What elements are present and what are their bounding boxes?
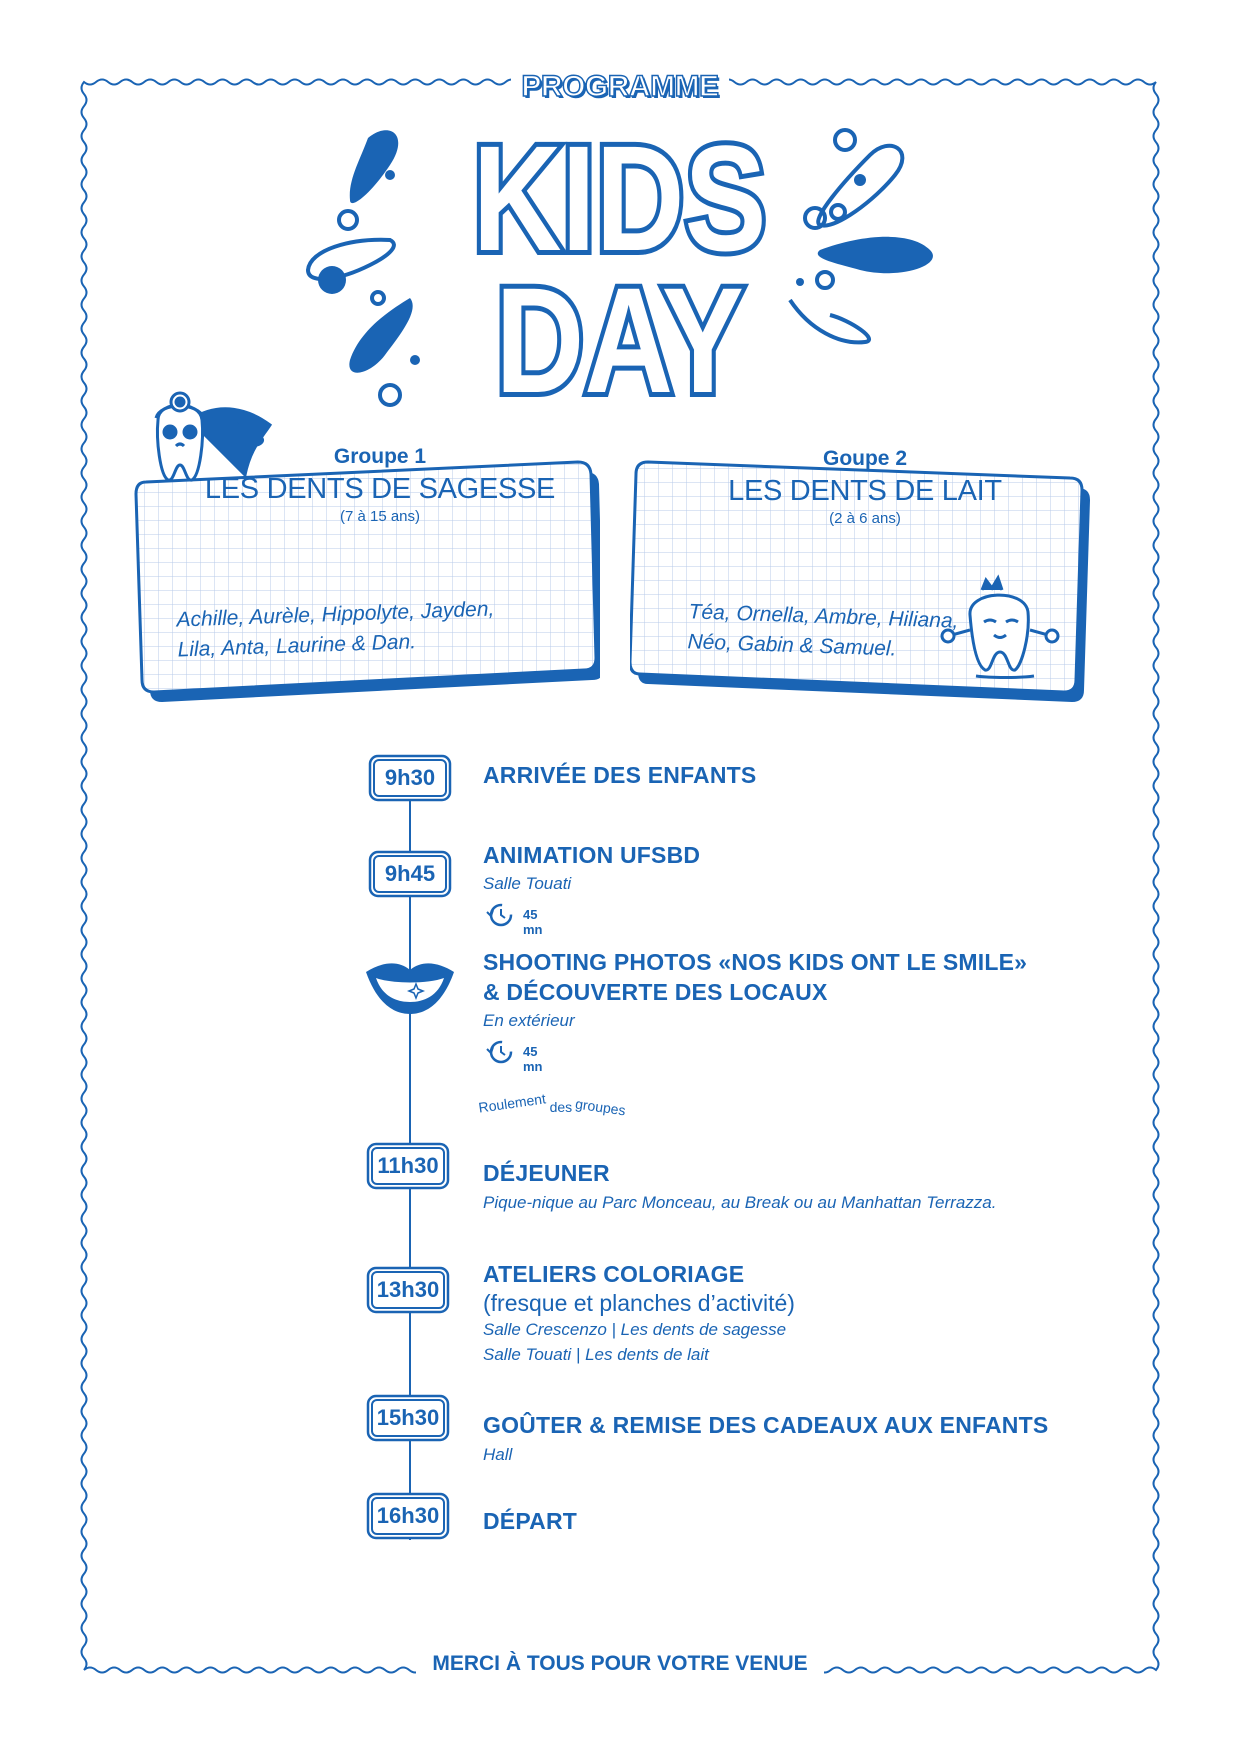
event-shooting-duration [483,1039,543,1074]
group-1-title: Groupe 1 [333,445,427,468]
time-1130: 11h30 [377,1153,439,1178]
rotation-word-2: des [549,1099,573,1115]
splash-decoration-left [308,130,420,405]
rotation-word-1: Roulement [477,1090,547,1116]
time-1330: 13h30 [376,1277,440,1302]
event-depart-title: DÉPART [483,1508,578,1534]
time-badge-1530 [366,1394,450,1442]
event-animation-location: Salle Touati [483,874,572,893]
time-1530: 15h30 [376,1405,440,1430]
event-dejeuner-location: Pique-nique au Parc Monceau, au Break ou au Manhattan Terrazza. [483,1193,997,1212]
event-gouter-location: Hall [483,1445,513,1464]
group-2-heading [680,447,1050,527]
time-badge-1130 [366,1142,450,1190]
programme-label: PROGRAMME [511,70,728,104]
header-programme [0,70,1240,104]
group-1-kids-line1: Achille, Aurèle, Hippolyte, Jayden, [176,597,495,632]
footer-thanks-text: MERCI À TOUS POUR VOTRE VENUE [416,1652,823,1676]
event-gouter-title: GOÛTER & REMISE DES CADEAUX AUX ENFANTS [483,1412,1049,1438]
rotation-word-3: groupes [574,1095,627,1119]
timer-icon [483,902,517,928]
rotation-note [477,1090,627,1119]
time-0945: 9h45 [384,861,436,886]
group-1-ages: (7 à 15 ans) [339,508,421,525]
event-ateliers-location-2: Salle Touati | Les dents de lait [483,1345,709,1364]
event-animation-title: ANIMATION UFSBD [483,842,701,868]
group-1-kids-line2: Lila, Anta, Laurine & Dan. [177,630,417,662]
kids-day-logo [290,120,950,410]
time-badge-1630 [366,1492,450,1540]
event-dejeuner-title: DÉJEUNER [483,1160,610,1186]
event-shooting-title-line1: SHOOTING PHOTOS «NOS KIDS ONT LE SMILE» [483,949,1028,975]
splash-decoration-right [790,130,933,342]
event-shooting-title-line2: & DÉCOUVERTE DES LOCAUX [483,979,828,1005]
group-2-kids [687,597,959,666]
logo-text-kids: KIDS [472,120,767,283]
group-2-title: Goupe 2 [822,447,907,470]
event-animation-duration [483,902,543,937]
group-2-name: LES DENTS DE LAIT [728,475,1002,507]
smile-lips-icon [362,958,458,1016]
event-ateliers-title: ATELIERS COLORIAGE [483,1261,745,1287]
time-badge-0945 [368,850,452,898]
group-2-kids-line1: Téa, Ornella, Ambre, Hiliana, [688,600,959,633]
time-badge-1330 [366,1266,450,1314]
duration-text: 45 mn [523,907,543,937]
event-arrivee-title: ARRIVÉE DES ENFANTS [483,762,757,788]
time-badge-0930 [368,754,452,802]
group-1-heading [190,445,570,525]
group-1-kids [176,594,496,665]
event-ateliers-subtitle: (fresque et planches d’activité) [483,1290,795,1316]
group-2-ages: (2 à 6 ans) [829,510,901,527]
footer-thanks [0,1652,1240,1676]
event-shooting-location: En extérieur [483,1011,575,1030]
time-0930: 9h30 [384,765,436,790]
time-1630: 16h30 [376,1503,440,1528]
event-ateliers-location-1: Salle Crescenzo | Les dents de sagesse [483,1320,787,1339]
group-2-kids-line2: Néo, Gabin & Samuel. [687,630,897,661]
duration-text: 45 mn [523,1044,543,1074]
logo-text-day: DAY [495,257,744,410]
timer-icon [483,1039,517,1065]
group-1-name: LES DENTS DE SAGESSE [204,473,556,505]
